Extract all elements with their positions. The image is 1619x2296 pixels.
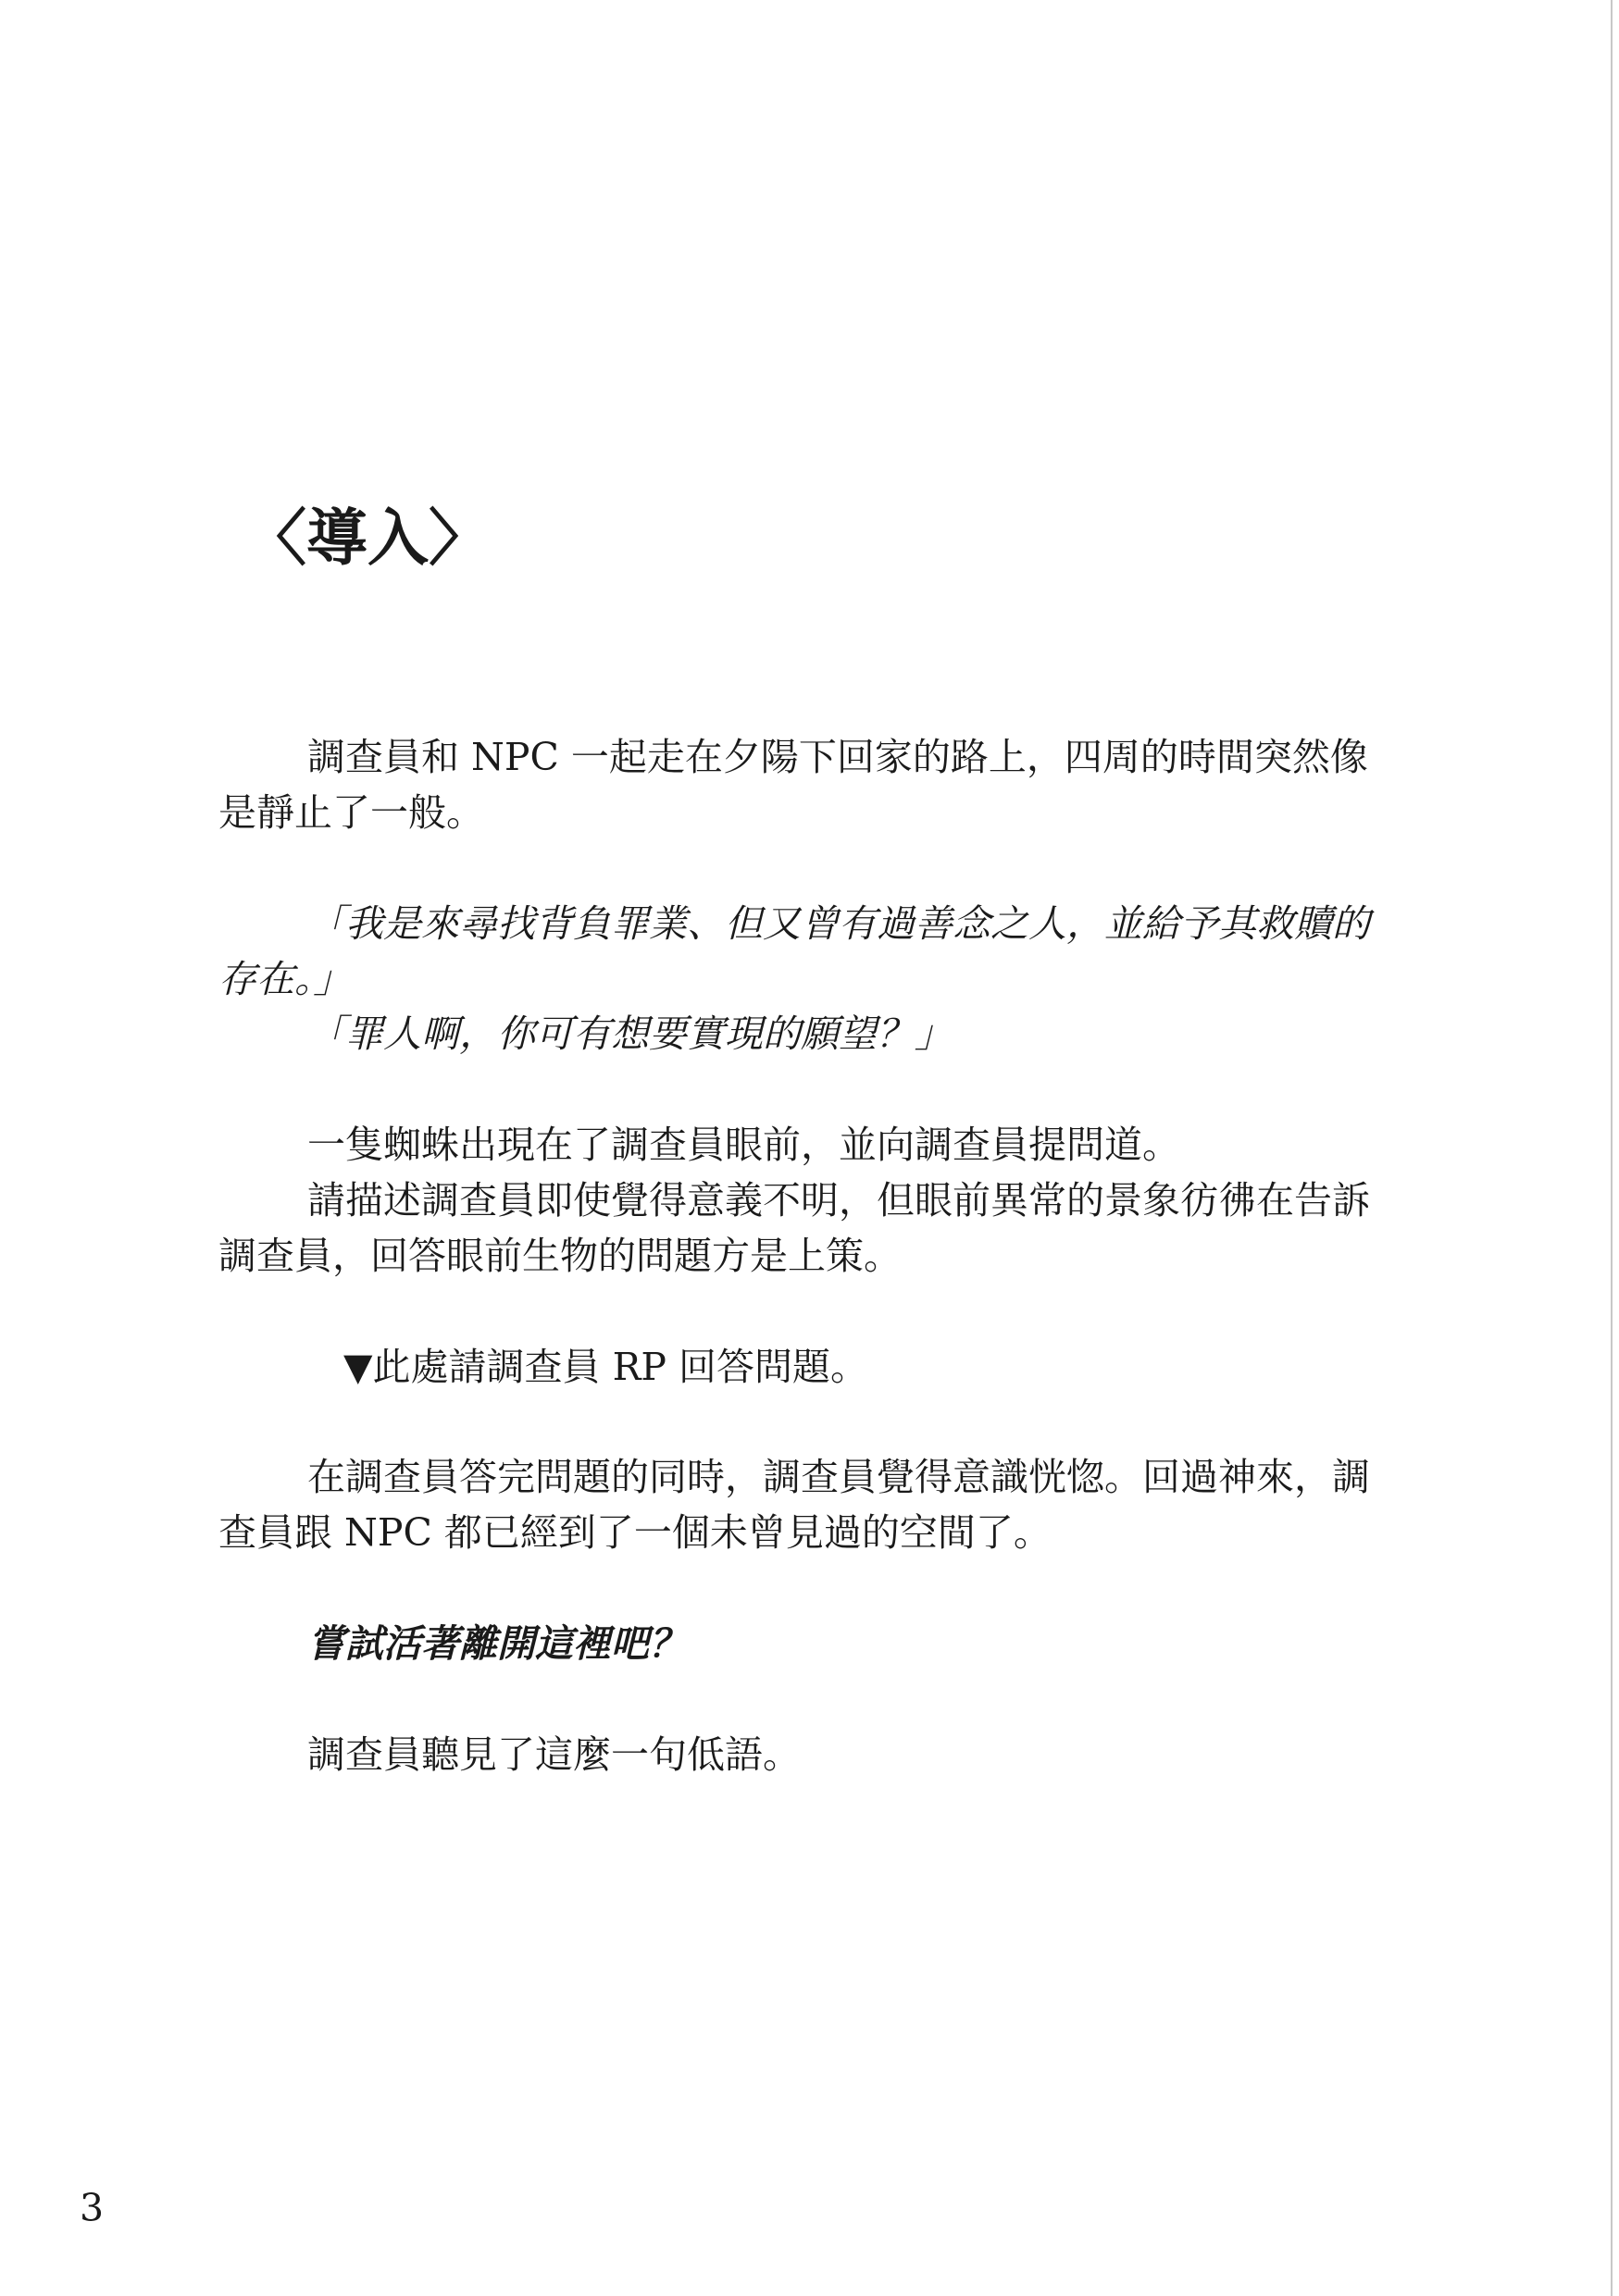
rp-instruction: ▼此處請調查員 RP 回答問題。	[343, 1345, 869, 1389]
paragraph1-line1: 調查員和 NPC 一起走在夕陽下回家的路上，四周的時間突然像	[307, 735, 1368, 779]
paragraph2-line1: 一隻蜘蛛出現在了調查員眼前，並向調查員提問道。	[307, 1123, 1180, 1167]
page-edge-rule	[1611, 0, 1613, 2296]
quote-line1: 「我是來尋找背負罪業、但又曾有過善念之人，並給予其救贖的	[307, 901, 1370, 946]
closing-line: 調查員聽見了這麼一句低語。	[307, 1732, 801, 1777]
paragraph1-line2: 是靜止了一般。	[218, 790, 484, 835]
quote-line2: 存在。」	[218, 957, 352, 1001]
paragraph3-line2: 查員跟 NPC 都已經到了一個未曾見過的空間了。	[218, 1510, 1052, 1555]
paragraph2-line2: 請描述調查員即使覺得意義不明，但眼前異常的景象彷彿在告訴	[307, 1178, 1370, 1222]
paragraph3-line1: 在調查員答完問題的同時，調查員覺得意識恍惚。回過神來，調	[307, 1455, 1370, 1499]
paragraph2-line3: 調查員，回答眼前生物的問題方是上策。	[218, 1234, 902, 1278]
quote-line3: 「罪人啊，你可有想要實現的願望？」	[307, 1011, 953, 1056]
section-title: 〈導入〉	[245, 502, 490, 574]
whisper-line: 嘗試活著離開這裡吧？	[307, 1621, 687, 1666]
page-number: 3	[80, 2186, 105, 2230]
